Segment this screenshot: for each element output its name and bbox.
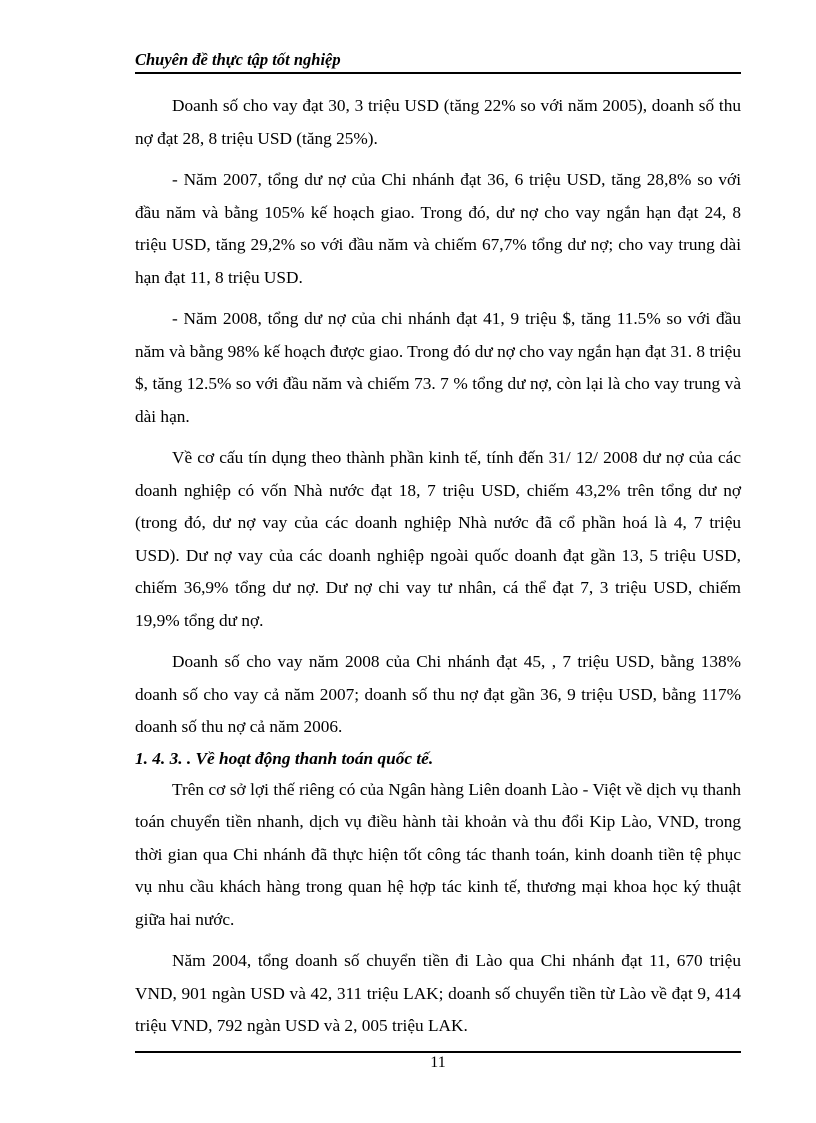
page-header	[135, 50, 741, 74]
paragraph: Doanh số cho vay đạt 30, 3 triệu USD (tăng 22% so với năm 2005), doanh số thu nợ đạt 28, 8 triệu USD (tăng 25%).	[135, 96, 741, 148]
paragraph: Doanh số cho vay năm 2008 của Chi nhánh đạt 45, , 7 triệu USD, bằng 138% doanh số cho vay cả năm 2007; doanh số thu nợ đạt gần 36, 9 triệu USD, bằng 117% doanh số thu nợ cả năm 2006.	[135, 652, 741, 736]
document-title: Chuyên đề thực tập tốt nghiệp	[135, 50, 341, 69]
paragraph: Trên cơ sở lợi thế riêng có của Ngân hàng Liên doanh Lào - Việt về dịch vụ thanh toán chuyển tiền nhanh, dịch vụ điều hành tài khoản và thu đổi Kip Lào, VND, trong thời gian qua Chi nhánh đã thực hiện tốt công tác thanh toán, kinh doanh tiền tệ phục vụ nhu cầu khách hàng trong quan hệ hợp tác kinh tế, thương mại khoa học ký thuật giữa hai nước.	[135, 779, 741, 929]
document-body	[135, 90, 741, 1052]
paragraph: - Năm 2007, tổng dư nợ của Chi nhánh đạt 36, 6 triệu USD, tăng 28,8% so với đầu năm và bằng 105% kế hoạch giao. Trong đó, dư nợ cho vay ngắn hạn đạt 24, 8 triệu USD, tăng 29,2% so với đầu năm và chiếm 67,7% tổng dư nợ; cho vay trung dài hạn đạt 11, 8 triệu USD.	[135, 170, 741, 287]
paragraph: - Năm 2008, tổng dư nợ của chi nhánh đạt 41, 9 triệu $, tăng 11.5% so với đầu năm và bằng 98% kế hoạch được giao. Trong đó dư nợ cho vay ngắn hạn đạt 31. 8 triệu $, tăng 12.5% so với đầu năm và chiếm 73. 7 % tổng dư nợ, còn lại là cho vay trung và dài hạn.	[135, 309, 741, 426]
page-number: 11	[430, 1054, 446, 1071]
section-heading: 1. 4. 3. . Về hoạt động thanh toán quốc tế.	[135, 748, 434, 768]
paragraph: Về cơ cấu tín dụng theo thành phần kinh tế, tính đến 31/ 12/ 2008 dư nợ của các doanh nghiệp có vốn Nhà nước đạt 18, 7 triệu USD, chiếm 43,2% trên tổng dư nợ (trong đó, dư nợ vay của các doanh nghiệp Nhà nước đã cổ phần hoá là 4, 7 triệu USD). Dư nợ vay của các doanh nghiệp ngoài quốc doanh đạt gần 13, 5 triệu USD, chiếm 36,9% tổng dư nợ. Dư nợ chi vay tư nhân, cá thể đạt 7, 3 triệu USD, chiếm 19,9% tổng dư nợ.	[135, 448, 741, 630]
paragraph: Năm 2004, tổng doanh số chuyển tiền đi Lào qua Chi nhánh đạt 11, 670 triệu VND, 901 ngàn USD và 42, 311 triệu LAK; doanh số chuyển tiền từ Lào về đạt 9, 414 triệu VND, 792 ngàn USD và 2, 005 triệu LAK.	[135, 951, 741, 1035]
